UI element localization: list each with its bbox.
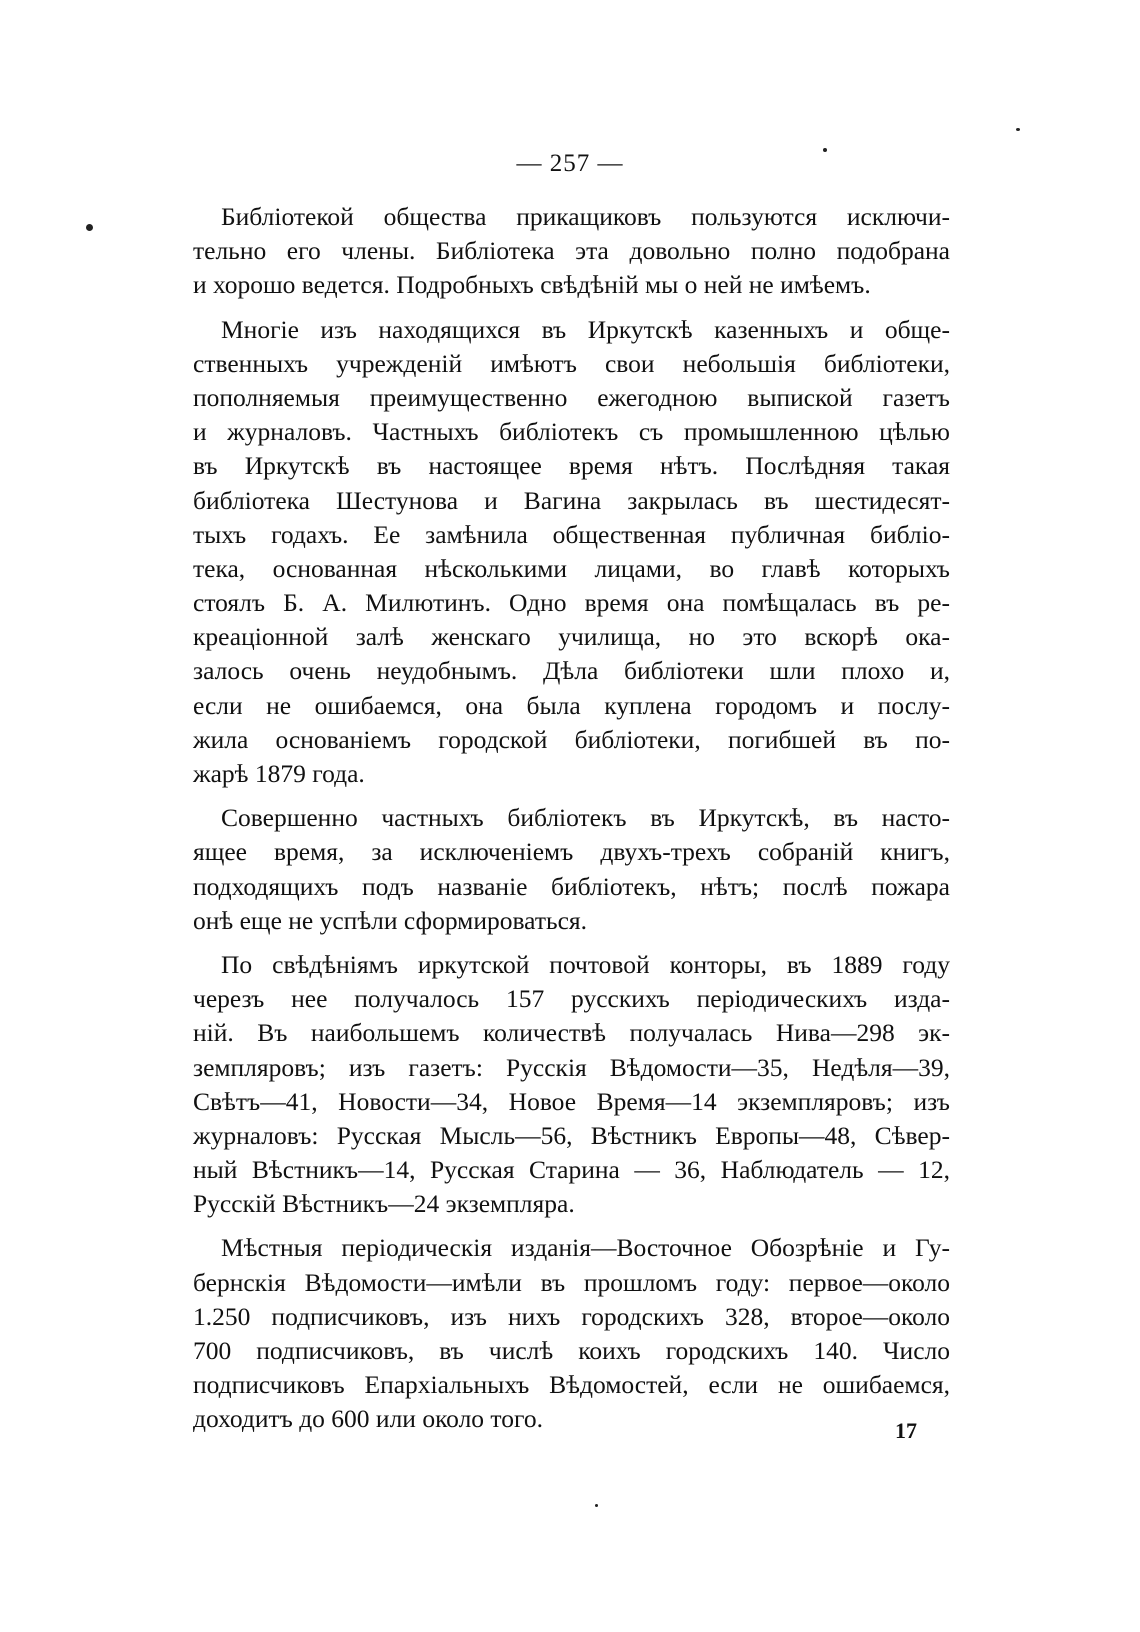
text-line: тельно его члены. Библіотека эта довольно полно подобрана bbox=[193, 236, 950, 266]
text-line: земпляровъ; изъ газетъ: Русскія Вѣдомости—35, Недѣля—39, bbox=[193, 1052, 950, 1082]
text-line: Свѣтъ—41, Новости—34, Новое Время—14 экземпляровъ; изъ bbox=[193, 1086, 950, 1116]
text-line: журналовъ: Русская Мысль—56, Вѣстникъ Европы—48, Сѣвер- bbox=[193, 1120, 950, 1150]
text-line: ный Вѣстникъ—14, Русская Старина — 36, Наблюдатель — 12, bbox=[193, 1155, 950, 1185]
text-line: подписчиковъ Епархіальныхъ Вѣдомостей, если не ошибаемся, bbox=[193, 1370, 950, 1400]
text-line: доходитъ до 600 или около того. bbox=[193, 1404, 543, 1434]
text-line: Совершенно частныхъ библіотекъ въ Иркутскѣ, въ насто- bbox=[221, 803, 950, 833]
paragraph bbox=[193, 1231, 950, 1436]
text-line: если не ошибаемся, она была куплена городомъ и послу- bbox=[193, 690, 950, 720]
text-line: онѣ еще не успѣли сформироваться. bbox=[193, 905, 588, 935]
paragraph-gap bbox=[193, 303, 950, 313]
text-line: ящее время, за исключеніемъ двухъ-трехъ собраній книгъ, bbox=[193, 837, 950, 867]
text-line: пополняемыя преимущественно ежегодною выпиской газетъ bbox=[193, 382, 950, 412]
text-line: 1.250 подписчиковъ, изъ нихъ городскихъ 328, второе—около bbox=[193, 1301, 950, 1331]
text-line: стоялъ Б. А. Милютинъ. Одно время она помѣщалась въ ре- bbox=[193, 588, 950, 618]
speck-decoration bbox=[595, 1504, 598, 1507]
signature-mark: 17 bbox=[895, 1418, 917, 1443]
text-line: Библіотекой общества прикащиковъ пользуются исключи- bbox=[221, 202, 950, 231]
body-text bbox=[193, 200, 950, 1437]
text-line: ственныхъ учрежденій имѣютъ свои небольшія библіотеки, bbox=[193, 348, 950, 378]
paragraph-gap bbox=[193, 791, 950, 801]
text-line: ній. Въ наибольшемъ количествѣ получалась Нива—298 эк- bbox=[193, 1018, 950, 1048]
text-line: тека, основанная нѣсколькими лицами, во главѣ которыхъ bbox=[193, 553, 950, 583]
paragraph bbox=[193, 200, 950, 303]
paragraph bbox=[193, 948, 950, 1222]
text-line: залось очень неудобнымъ. Дѣла библіотеки шли плохо и, bbox=[193, 656, 950, 686]
text-line: 700 подписчиковъ, въ числѣ коихъ городскихъ 140. Число bbox=[193, 1336, 950, 1365]
text-line: жарѣ 1879 года. bbox=[193, 759, 365, 788]
text-line: Многіе изъ находящихся въ Иркутскѣ казенныхъ и обще- bbox=[221, 314, 950, 344]
text-line: жила основаніемъ городской библіотеки, погибшей въ по- bbox=[193, 724, 950, 754]
text-line: Мѣстныя періодическія изданія—Восточное Обозрѣніе и Гу- bbox=[221, 1233, 950, 1263]
text-line: въ Иркутскѣ въ настоящее время нѣтъ. Послѣдняя такая bbox=[193, 451, 950, 481]
text-line: тыхъ годахъ. Ее замѣнила общественная публичная библіо- bbox=[193, 519, 950, 549]
paragraph bbox=[193, 313, 950, 792]
text-line: библіотека Шестунова и Вагина закрылась въ шестидесят- bbox=[193, 485, 950, 515]
text-line: креаціонной залѣ женскаго училища, но это вскорѣ ока- bbox=[193, 622, 950, 652]
text-line: По свѣдѣніямъ иркутской почтовой конторы, въ 1889 году bbox=[221, 949, 950, 979]
text-line: подходящихъ подъ названіе библіотекъ, нѣтъ; послѣ пожара bbox=[193, 871, 950, 901]
paragraph bbox=[193, 801, 950, 938]
text-line: черезъ нее получалось 157 русскихъ періодическихъ изда- bbox=[193, 984, 950, 1014]
text-line: Русскій Вѣстникъ—24 экземпляра. bbox=[193, 1189, 575, 1219]
speck-decoration bbox=[823, 148, 827, 152]
text-line: и хорошо ведется. Подробныхъ свѣдѣній мы о ней не имѣемъ. bbox=[193, 270, 871, 300]
text-line: бернскія Вѣдомости—имѣли въ прошломъ году: первое—около bbox=[193, 1267, 950, 1297]
page-number: — 257 — bbox=[516, 150, 624, 177]
text-line: и журналовъ. Частныхъ библіотекъ съ промышленною цѣлью bbox=[193, 417, 950, 447]
paragraph-gap bbox=[193, 1221, 950, 1231]
paragraph-gap bbox=[193, 938, 950, 948]
speck-decoration bbox=[1016, 128, 1020, 131]
speck-decoration bbox=[86, 224, 93, 231]
